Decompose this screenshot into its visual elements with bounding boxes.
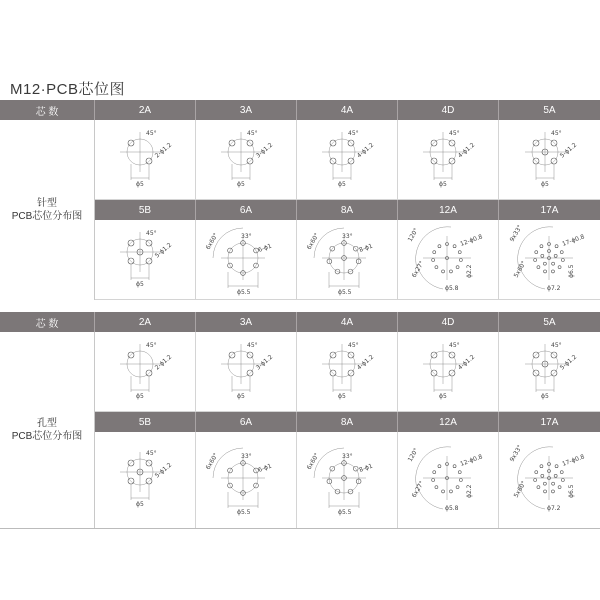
- dimension-label: 45°: [247, 129, 258, 137]
- dimension-label: 12-ϕ0.8: [459, 453, 484, 468]
- dimension-label: 17-ϕ0.8: [560, 453, 586, 468]
- header-2a: 2A: [95, 100, 196, 120]
- dimension-label: ϕ5: [439, 392, 447, 400]
- pin-hole: [146, 240, 152, 246]
- pin-hole: [330, 158, 336, 164]
- pin-row-1: [95, 120, 600, 200]
- dimension-label: 8-ϕ1: [358, 242, 374, 254]
- pin-hole: [348, 370, 354, 376]
- pin-hole: [456, 486, 459, 489]
- pin-hole: [540, 474, 543, 477]
- dimension-label: ϕ5.5: [237, 288, 251, 296]
- header-core-count: 芯 数: [0, 100, 95, 120]
- dimension-label: ϕ5: [136, 501, 144, 508]
- header-4d-2: 4D: [398, 312, 499, 332]
- pin-hole: [543, 482, 546, 485]
- dimension-label: ϕ2.2: [466, 264, 473, 278]
- dimension-label: 33°: [342, 453, 353, 460]
- dimension-label: ϕ5: [136, 180, 144, 188]
- pin-hole: [433, 471, 436, 474]
- hole-6a-diagram: [196, 432, 297, 528]
- pin-layout-drawing: [201, 334, 291, 410]
- pin-hole: [128, 258, 134, 264]
- dimension-label: 5-ϕ1.2: [153, 241, 174, 260]
- pin-6a-diagram: [196, 220, 297, 299]
- pin-side-label: [0, 120, 95, 300]
- dimension-label: ϕ5: [338, 180, 346, 188]
- hole-side-label: [0, 332, 95, 528]
- pin-17a-diagram: [499, 220, 600, 299]
- pin-5b-diagram: [95, 220, 196, 299]
- dimension-label: 45°: [348, 341, 359, 349]
- pin-hole: [536, 265, 539, 268]
- pin-hole: [348, 158, 354, 164]
- pin-hole: [551, 269, 554, 272]
- pin-hole: [431, 158, 437, 164]
- dimension-label: ϕ6.5: [567, 484, 575, 498]
- hole-4a-diagram: [297, 332, 398, 411]
- dimension-label: ϕ2.2: [466, 484, 473, 498]
- dimension-label: ϕ5: [136, 280, 144, 288]
- header-row-pin: [0, 100, 600, 120]
- pin-hole: [533, 140, 539, 146]
- pin-hole: [438, 244, 441, 247]
- pin-hole: [551, 490, 554, 493]
- hole-row-1: [95, 332, 600, 412]
- pin-hole: [247, 352, 253, 358]
- pin-hole: [128, 240, 134, 246]
- pin-hole: [435, 265, 438, 268]
- hole-5b-diagram: [95, 432, 196, 528]
- pin-hole: [533, 352, 539, 358]
- pin-hole: [431, 140, 437, 146]
- dimension-label: 45°: [550, 129, 562, 137]
- pin-hole: [533, 158, 539, 164]
- pin-hole: [435, 486, 438, 489]
- pin-hole: [533, 370, 539, 376]
- hole-17a-diagram: [499, 432, 600, 528]
- dimension-label: 9x33°: [508, 443, 524, 463]
- pin-hole: [534, 471, 537, 474]
- header-5b: 5B: [95, 200, 196, 220]
- dimension-label: 45°: [146, 229, 157, 237]
- pin-layout-drawing: [302, 122, 392, 198]
- hole-3a-diagram: [196, 332, 297, 411]
- pin-layout-drawing: [302, 334, 392, 410]
- dimension-label: 6x60°: [305, 451, 321, 471]
- pin-hole: [560, 250, 563, 253]
- pin-hole: [456, 265, 459, 268]
- dimension-label: ϕ5: [237, 180, 245, 188]
- pin-hole: [554, 254, 557, 257]
- hole-2a-diagram: [95, 332, 196, 411]
- pin-hole: [551, 262, 554, 265]
- pin-hole: [533, 478, 536, 481]
- header-4d: 4D: [398, 100, 499, 120]
- dimension-label: 5-ϕ1.2: [558, 141, 578, 160]
- dimension-label: 8-ϕ1: [358, 462, 374, 474]
- dimension-label: 2-ϕ1.2: [153, 353, 174, 372]
- dimension-label: ϕ5: [237, 392, 245, 400]
- pin-8a-diagram: [297, 220, 398, 299]
- pin-hole: [551, 370, 557, 376]
- pin-hole: [453, 244, 456, 247]
- pin-hole: [128, 478, 134, 484]
- pin-hole: [560, 471, 563, 474]
- dimension-label: 120°: [406, 226, 420, 243]
- dimension-label: 2-ϕ1.2: [153, 141, 174, 160]
- dimension-label: 4-ϕ1.2: [355, 353, 376, 372]
- dimension-label: 45°: [146, 450, 157, 457]
- pin-hole: [449, 352, 455, 358]
- dimension-label: 6x60°: [305, 231, 321, 251]
- pin-hole: [449, 140, 455, 146]
- pin-hole: [247, 158, 253, 164]
- pin-hole: [348, 140, 354, 146]
- dimension-label: ϕ5.5: [338, 509, 352, 516]
- header-2a-2: 2A: [95, 312, 196, 332]
- pin-hole: [555, 465, 558, 468]
- dimension-label: 45°: [247, 341, 258, 349]
- pin-layout-drawing: [302, 442, 392, 518]
- header-4a: 4A: [297, 100, 398, 120]
- pin-layout-drawing: [100, 442, 190, 518]
- pin-layout-drawing: [505, 222, 595, 298]
- pin-layout-drawing: [201, 222, 291, 298]
- hole-4d-diagram: [398, 332, 499, 411]
- pin-hole: [229, 140, 235, 146]
- pin-4a-diagram: [297, 120, 398, 199]
- header-8a: 8A: [297, 200, 398, 220]
- pin-layout-drawing: [100, 122, 190, 198]
- pin-section: [0, 120, 600, 300]
- pin-hole: [432, 258, 435, 261]
- dimension-label: 5x60°: [512, 259, 528, 279]
- dimension-label: 4-ϕ1.2: [456, 141, 477, 160]
- pin-layout-drawing: [403, 222, 493, 298]
- pin-hole: [128, 460, 134, 466]
- dimension-label: 6x27°: [410, 259, 426, 279]
- pin-hole: [449, 158, 455, 164]
- header-4a-2: 4A: [297, 312, 398, 332]
- pin-12a-diagram: [398, 220, 499, 299]
- dimension-label: 17-ϕ0.8: [560, 232, 586, 248]
- header-6a: 6A: [196, 200, 297, 220]
- pin-hole: [442, 269, 445, 272]
- pin-hole: [146, 158, 152, 164]
- pin-layout-drawing: [100, 222, 190, 298]
- dimension-label: 45°: [550, 341, 562, 349]
- pin-4d-diagram: [398, 120, 499, 199]
- pin-hole: [431, 370, 437, 376]
- hole-subheader: [95, 412, 600, 432]
- pin-hole: [348, 352, 354, 358]
- header-5b-2: 5B: [95, 412, 196, 432]
- dimension-label: 5-ϕ1.2: [153, 461, 174, 480]
- pin-hole: [543, 269, 546, 272]
- pin-layout-drawing: [201, 122, 291, 198]
- pin-hole: [146, 258, 152, 264]
- pin-hole: [543, 262, 546, 265]
- pin-hole: [330, 140, 336, 146]
- pin-hole: [146, 478, 152, 484]
- dimension-label: 45°: [146, 129, 157, 137]
- dimension-label: ϕ5.5: [237, 509, 251, 516]
- pin-hole: [536, 486, 539, 489]
- pin-hole: [539, 465, 542, 468]
- dimension-label: ϕ6.5: [567, 264, 575, 278]
- pin-hole: [558, 486, 561, 489]
- dimension-label: 6x60°: [204, 451, 220, 471]
- hole-layout-label: PCB芯位分布图: [11, 431, 83, 442]
- pin-hole: [554, 474, 557, 477]
- dimension-label: 45°: [449, 129, 460, 137]
- pin-hole: [330, 370, 336, 376]
- dimension-label: 45°: [146, 341, 157, 349]
- dimension-label: 33°: [241, 232, 252, 240]
- header-3a-2: 3A: [196, 312, 297, 332]
- dimension-label: ϕ5.5: [338, 288, 352, 296]
- pin-layout-drawing: [505, 442, 595, 518]
- dimension-label: 3-ϕ1.2: [254, 141, 275, 160]
- pin-hole: [438, 465, 441, 468]
- pin-hole: [561, 478, 564, 481]
- dimension-label: ϕ5: [540, 180, 549, 188]
- pin-layout-drawing: [505, 122, 595, 198]
- pin-hole: [128, 140, 134, 146]
- pin-hole: [459, 478, 462, 481]
- header-row-hole: [0, 312, 600, 332]
- pin-hole: [561, 258, 564, 261]
- pin-hole: [146, 370, 152, 376]
- pin-layout-drawing: [505, 334, 595, 410]
- pin-hole: [539, 244, 542, 247]
- pin-layout-drawing: [100, 334, 190, 410]
- pin-layout-drawing: [403, 334, 493, 410]
- hole-5a-diagram: [499, 332, 600, 411]
- header-12a-2: 12A: [398, 412, 499, 432]
- header-17a: 17A: [540, 204, 559, 216]
- dimension-label: 12-ϕ0.8: [459, 232, 484, 248]
- pin-5a-diagram: [499, 120, 600, 199]
- dimension-label: ϕ5.8: [445, 505, 459, 512]
- pin-hole: [449, 370, 455, 376]
- header-12a: 12A: [398, 200, 499, 220]
- pin-hole: [247, 370, 253, 376]
- pin-2a-diagram: [95, 120, 196, 199]
- dimension-label: 4-ϕ1.2: [456, 353, 477, 372]
- dimension-label: 5-ϕ1.2: [558, 353, 578, 372]
- pin-hole: [431, 352, 437, 358]
- pin-hole: [433, 250, 436, 253]
- pin-hole: [458, 250, 461, 253]
- header-6a-2: 6A: [196, 412, 297, 432]
- header-core-count-2: 芯 数: [0, 312, 95, 332]
- dimension-label: 33°: [342, 232, 353, 240]
- pin-type-label: 针型: [37, 198, 57, 209]
- header-8a-2: 8A: [297, 412, 398, 432]
- pin-hole: [453, 465, 456, 468]
- dimension-label: 9x33°: [508, 223, 524, 243]
- pin-hole: [459, 258, 462, 261]
- dimension-label: ϕ5: [540, 392, 549, 400]
- pin-hole: [229, 352, 235, 358]
- pin-hole: [540, 254, 543, 257]
- hole-12a-diagram: [398, 432, 499, 528]
- dimension-label: 3-ϕ1.2: [254, 353, 275, 372]
- pin-hole: [330, 352, 336, 358]
- pin-layout-drawing: [201, 442, 291, 518]
- pin-hole: [551, 352, 557, 358]
- dimension-label: ϕ5: [338, 392, 346, 400]
- pin-hole: [555, 244, 558, 247]
- header-5a-2: 5A: [543, 316, 556, 328]
- dimension-label: 6-ϕ1: [257, 242, 273, 254]
- hole-section: [0, 332, 600, 528]
- dimension-label: 5x60°: [512, 479, 528, 499]
- pin-hole: [551, 140, 557, 146]
- dimension-label: ϕ5: [136, 392, 144, 400]
- dimension-label: ϕ5.8: [445, 284, 459, 292]
- header-5a: 5A: [543, 104, 556, 116]
- pin-hole: [432, 478, 435, 481]
- pin-hole: [543, 490, 546, 493]
- dimension-label: ϕ7.2: [546, 284, 560, 292]
- dimension-label: 33°: [241, 453, 252, 460]
- hole-type-label: 孔型: [37, 418, 57, 429]
- pin-hole: [458, 471, 461, 474]
- pin-hole: [534, 250, 537, 253]
- dimension-label: 45°: [449, 341, 460, 349]
- pin-hole: [551, 482, 554, 485]
- dimension-label: 120°: [406, 446, 420, 463]
- pin-layout-drawing: [302, 222, 392, 298]
- pin-layout-drawing: [403, 122, 493, 198]
- dimension-label: 4-ϕ1.2: [355, 141, 376, 160]
- hole-row-2: [95, 432, 600, 528]
- pin-hole: [247, 140, 253, 146]
- page-title: M12·PCB芯位图: [10, 81, 126, 98]
- pcb-table: [0, 100, 600, 528]
- bottom-divider: [0, 528, 600, 529]
- pin-hole: [449, 490, 452, 493]
- pin-hole: [449, 269, 452, 272]
- hole-8a-diagram: [297, 432, 398, 528]
- pin-layout-label: PCB芯位分布图: [11, 211, 83, 222]
- pin-hole: [551, 158, 557, 164]
- pin-3a-diagram: [196, 120, 297, 199]
- dimension-label: 6x27°: [410, 479, 426, 499]
- pin-hole: [533, 258, 536, 261]
- header-17a-2: 17A: [540, 416, 559, 428]
- pin-hole: [558, 265, 561, 268]
- pin-row-2: [95, 220, 600, 300]
- pin-hole: [442, 490, 445, 493]
- pin-layout-drawing: [403, 442, 493, 518]
- pin-hole: [146, 460, 152, 466]
- header-3a: 3A: [196, 100, 297, 120]
- dimension-label: ϕ7.2: [546, 505, 560, 512]
- dimension-label: ϕ5: [439, 180, 447, 188]
- dimension-label: 6-ϕ1: [257, 462, 273, 474]
- pin-subheader: [95, 200, 600, 220]
- dimension-label: 6x60°: [204, 231, 220, 251]
- pin-hole: [128, 352, 134, 358]
- dimension-label: 45°: [348, 129, 359, 137]
